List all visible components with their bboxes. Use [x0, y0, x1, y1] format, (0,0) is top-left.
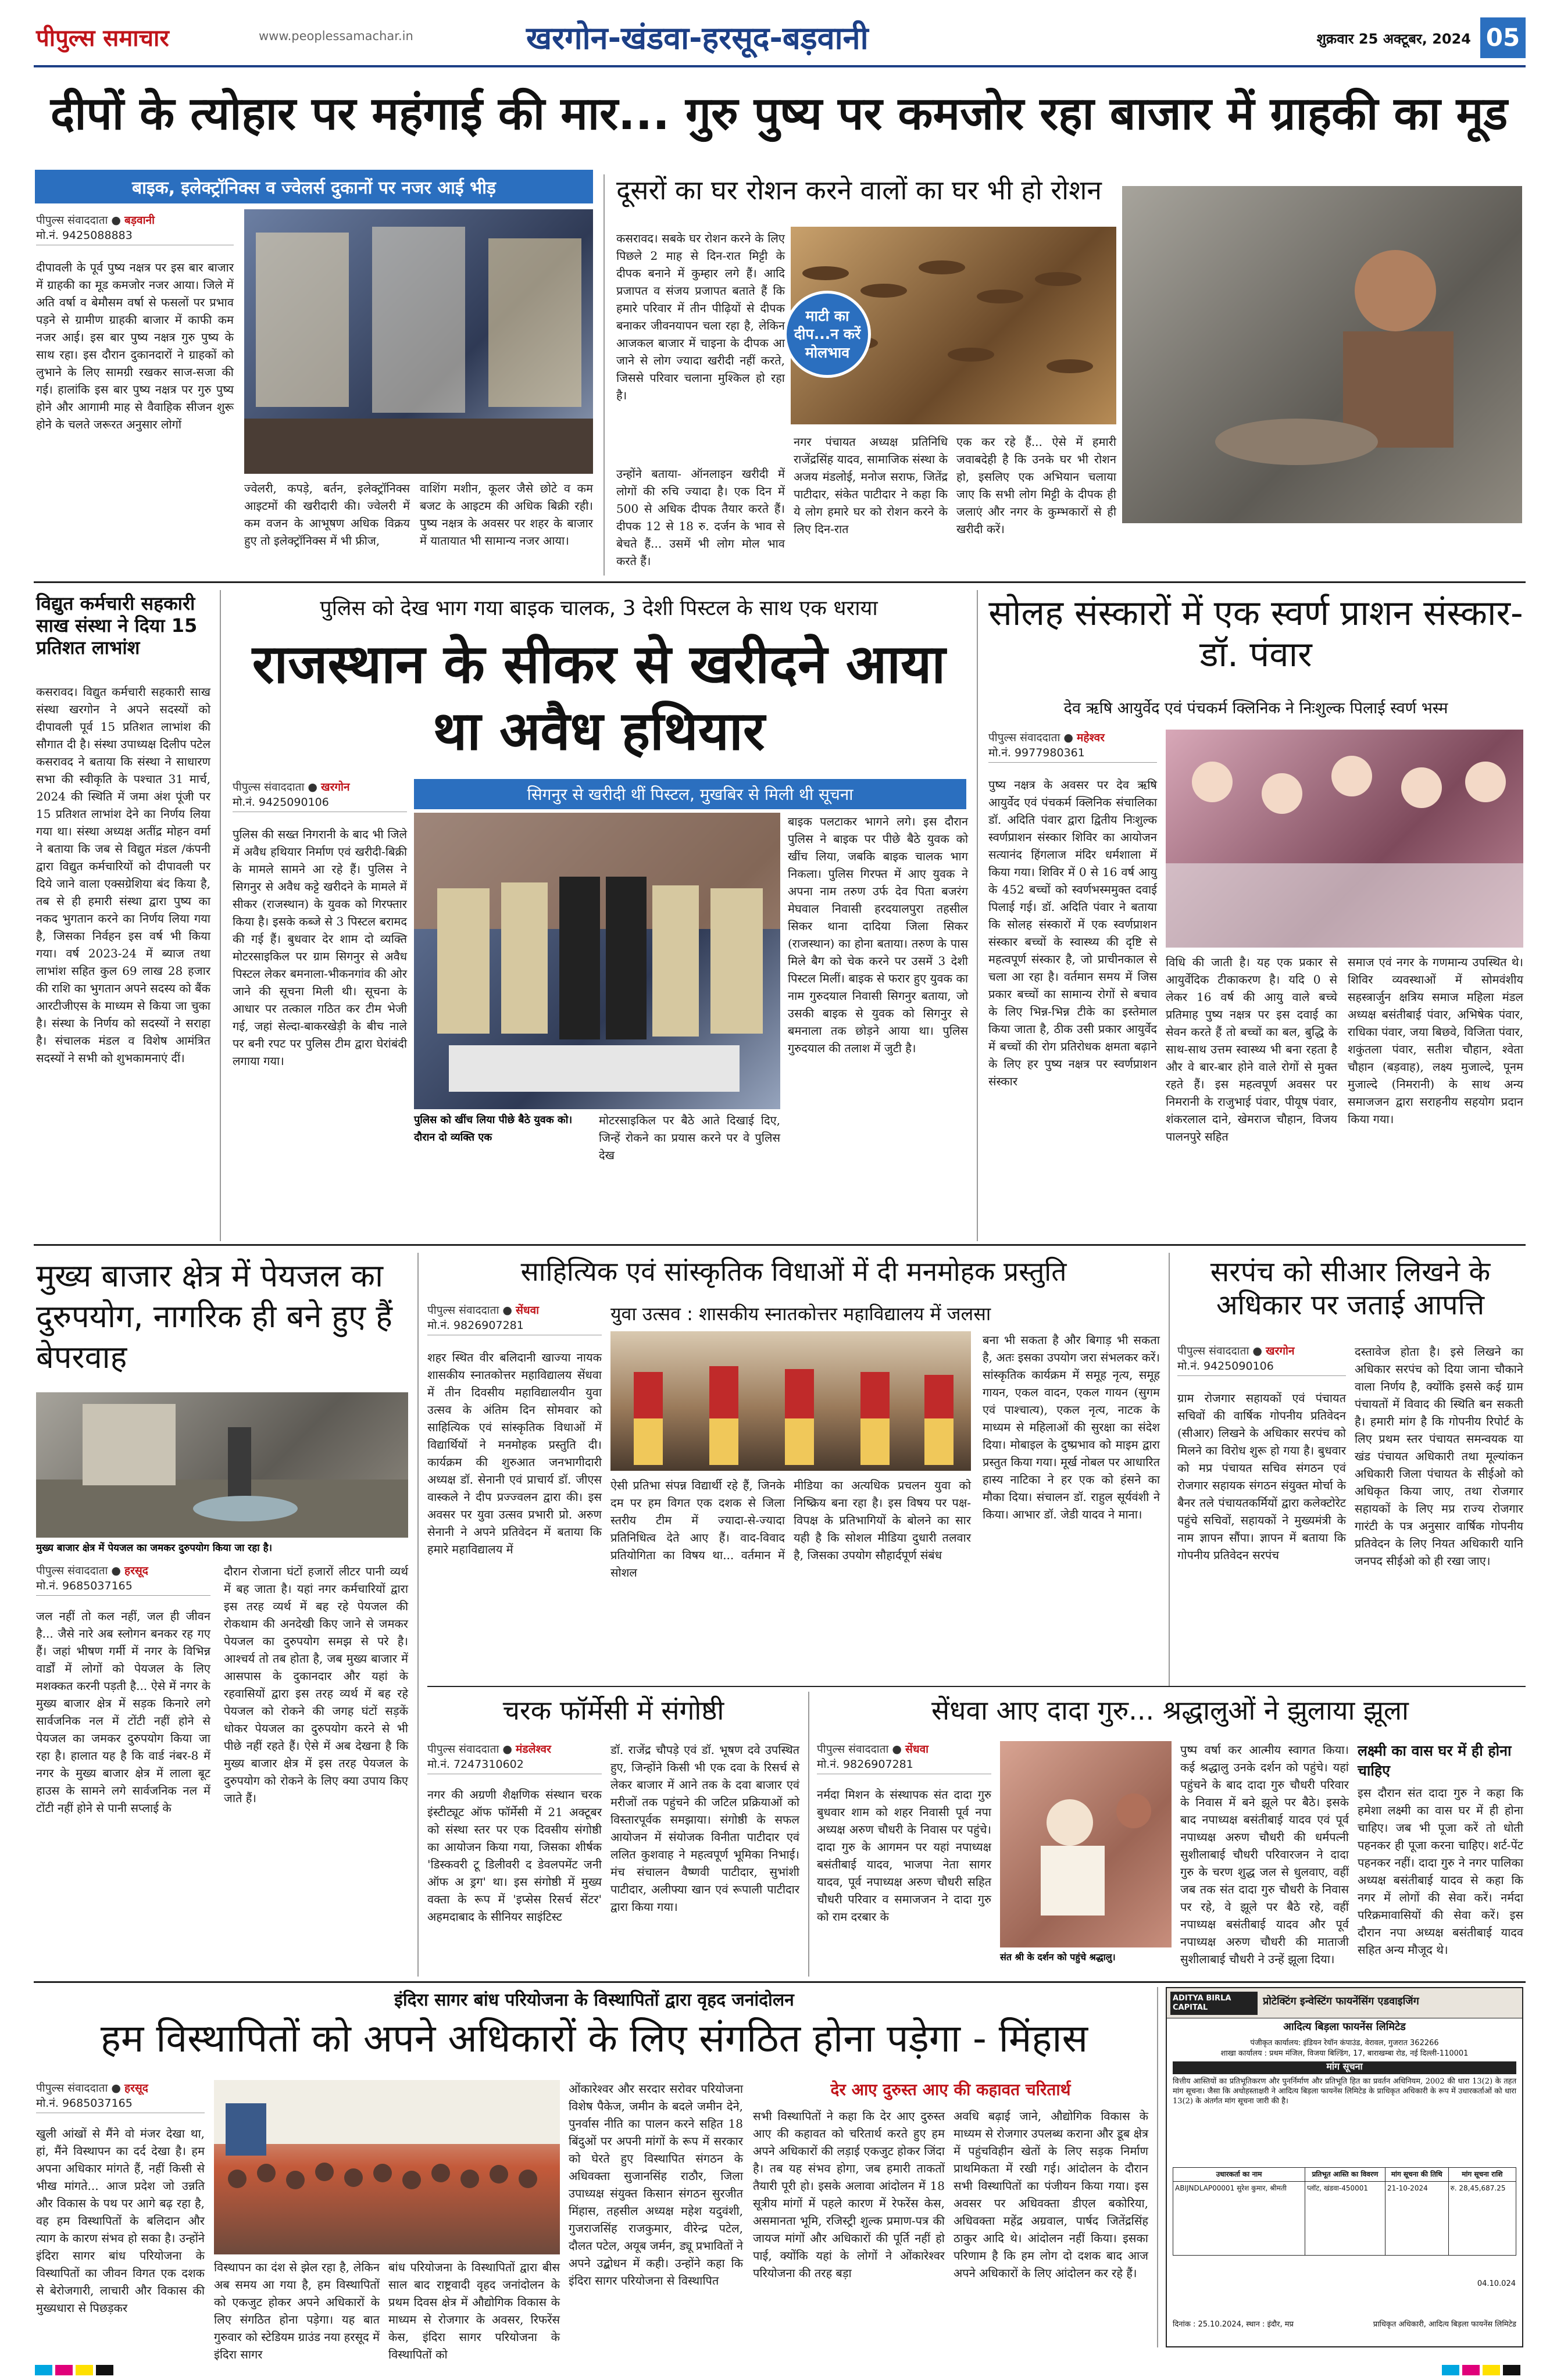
water-headline: मुख्य बाजार क्षेत्र में पेयजल का दुरुपयोग, नागरिक ही बने हुए हैं बेपरवाह [36, 1257, 392, 1376]
notice-body: वित्तीय आस्तियों का प्रतिभूतिकरण और पुनर्निर्माण और प्रतिभूति हित का प्रवर्तन अधिनियम, 2002 की धारा 13(2) के तहत मांग सूचना। जैसा कि अधोहस्ताक्षरी ने आदित्य बिड़ला फायनेंस लिमिटेड के प्राधिकृत अधिकारी के रूप में उधारकर्ताओं को धारा 13(2) के अंतर्गत मांग सूचना जारी की है। [1173, 2077, 1516, 2106]
section-rule-1 [34, 581, 1526, 583]
reg-mark-magenta [55, 2365, 73, 2375]
crime-mobile: मो.नं. 9425090106 [233, 794, 407, 812]
water-col-1: जल नहीं तो कल नहीं, जल ही जीवन है... जैसे नारे अब स्लोगन बनकर रह गए हैं। जहां भीषण गर्मी में नगर के विभिन्न वार्डों में लोगों को पेयजल के लिए मशक्कत करनी पड़ती है... ऐसे में नगर के मुख्य बाजार क्षेत्र में सड़क किनारे लगे सार्वजनिक नल में टोंटी नहीं होने से पेयजल का जमकर दुरुपयोग किया जा रहा है। हालात यह है कि वार्ड नंबर-8 में नगर के मुख्य बाजार क्षेत्र में लाला बूट हाउस के सामने लगे सार्वजनिक नल में टोंटी नहीं होने से पानी सप्लाई के [36, 1609, 210, 1815]
coop-body: कसरावद। विद्युत कर्मचारी सहकारी साख संस्था खरगोन ने अपने सदस्यों को दीपावली पूर्व 15 प्रतिशत लाभांश की सौगात दी है। संस्था उपाध्यक्ष दिलीप पटेल कसरावद ने बताया कि संस्था ने साधारण सभा की स्वीकृति के पश्चात 31 मार्च, 2024 की स्थिति में जमा अंश पूंजी पर 15 प्रतिशत लाभांश देने का निर्णय लिया गया था। संस्था अध्यक्ष अतींद्र मोहन वर्मा ने बताया कि जब से विद्युत मंडल /कंपनी द्वारा विद्युत कर्मचारियों को दीपावली पर दिये जाने वाला एक्सग्रेशिया बंद किया है, तब से ही हमारी संस्था द्वारा पुष्य का नकद भुगतान करने का निर्णय लिया गया है, जिसका निर्वहन इस वर्ष भी किया गया। वर्ष 2023-24 में ब्याज तथा लाभांश सहित कुल 69 लाख 28 हजार की राशि का भुगतान अपने सदस्य को बैंक आरटीजीएस के माध्यम से किया जा चुका है। संस्था के निर्णय को सदस्यों ने सराहा है। संचालक मंडल व विशेष आमंत्रित सदस्यों ने सभी को शुभकामनाएं दीं। [36, 685, 210, 1065]
notice-td-2: प्लॉट, खंडवा-450001 [1305, 2182, 1385, 2256]
protest-kicker: इंदिरा सागर बांध परियोजना के विस्थापितों द्वारा वृहद जनांदोलन [394, 1990, 794, 2010]
crime-photo-police [414, 813, 780, 1109]
masthead-rule [34, 65, 1526, 67]
diya-col-4: एक कर रहे हैं... ऐसे में हमारी जवाबदेही है कि उनके घर भी रोशन हो, इसलिए एक अभियान चलाया जाए कि सभी लोग मिट्टी के दीपक ही जलाएं और नगर के कुम्भकारों से ही खरीदी करें। [956, 435, 1116, 536]
notice-th-1: उधारकर्ता का नाम [1173, 2168, 1305, 2182]
notice-title: प्रोटेक्टिंग इन्वेस्टिंग फायनेंसिंग एडवाइजिंग [1263, 1995, 1419, 2007]
lead-mobile: मो.नं. 9425088883 [36, 227, 234, 245]
culture-byline: पीपुल्स संवाददाता ● सेंधवा [427, 1304, 540, 1317]
lead-col-1: दीपावली के पूर्व पुष्य नक्षत्र पर इस बार बाजार में ग्राहकी का मूड कमजोर नजर आया। जिले में अति वर्षा व बेमौसम वर्षा से फसलों पर प्रभाव पड़ने से ग्रामीण ग्राहकी बाजार में काफी कम नजर आई। इस बार पुष्य नक्षत्र गुरु पुष्य के साथ रहा। इस दौरान दुकानदारों ने ग्राहकों को लुभाने के लिए सामग्री रखकर साज-सजा की गई। हालांकि इस बार पुष्य नक्षत्र पर गुरु पुष्य होने और आगामी माह से वैवाहिक सीजन शुरू होने के चलते जरूरत अनुसार लोगों [36, 260, 234, 431]
sarpanch-byline: पीपुल्स संवाददाता ● खरगोन [1177, 1345, 1295, 1357]
lead-byline: पीपुल्स संवाददाता ● बड़वानी [36, 214, 155, 227]
protest-col-4: ओंकारेश्वर और सरदार सरोवर परियोजना विशेष पैकेज, जमीन के बदले जमीन देने, पुनर्वास नीति का पालन करने सहित 18 बिंदुओं पर अपनी मांगों के रूप में सरकार को घेरते हुए विस्थापित संगठन के अधिवक्ता सुजानसिंह राठौर, जिला उपाध्यक्ष संयुक्त किसान संगठन सुरजीत मिंहास, तहसील अध्यक्ष महेश यदुवंशी, गुजराजसिंह राजकुमार, वीरेन्द्र पटेल, दौलत पटेल, अयूब जर्मन, ड्यू प्रभावितों ने अपने उद्बोधन में कही। उन्होंने कहा कि इंदिरा सागर परियोजना से विस्थापित [569, 2082, 743, 2288]
sarpanch-col-2: दस्तावेज होता है। इसे लिखने का अधिकार सरपंच को दिया जाना चौकाने वाला निर्णय है, क्योंकि इससे कई ग्राम पंचायतों में विवाद की स्थिति बन सकती है। हमारी मांग है कि गोपनीय रिपोर्ट के लिए प्रथम स्तर पंचायत समन्वयक या खंड पंचायत अधिकारी तथा मूल्यांकन अधिकारी जिला पंचायत के सीईओ को अधिकृत किया जाए, तथा रोजगार सहायकों के लिए मप्र राज्य रोजगार गारंटी के पत्र अनुसार वार्षिक गोपनीय प्रतिवेदन के लिए नियत अधिकारी यानि जनपद सीईओ को ही रखा जाए। [1355, 1345, 1523, 1568]
protest-col-1: खुली आंखों से मैंने वो मंजर देखा था, हां, मैंने विस्थापन का दर्द देखा है। हम अपना अधिकार मांगते हैं, नहीं किसी से भीख मांगते... आज प्रदेश जो उन्नति और विकास के पथ पर आगे बढ़ रहा है, वह हम विस्थापितों के बलिदान और त्याग के कारण संभव हो सका है। उन्होंने इंदिरा सागर बांध परियोजना के विस्थापितों का जीवन विगत एक दशक से बेरोजगारी, लाचारी और विकास की मुख्यधारा से पिछड़कर [36, 2127, 205, 2315]
diya-col-5 [1122, 529, 1522, 576]
notice-th-2: प्रतिभूत आस्ति का विवरण [1305, 2168, 1385, 2182]
culture-sub: युवा उत्सव : शासकीय स्नातकोत्तर महाविद्यालय में जलसा [610, 1303, 991, 1325]
reg-mark-yellow [76, 2365, 93, 2375]
lead-divider [603, 174, 605, 576]
guru-byline-block [817, 1741, 991, 1782]
diya-col-3: नगर पंचायत अध्यक्ष प्रतिनिधि राजेंद्रसिंह यादव, सामाजिक संस्था के अजय मंडलोई, मनोज सराफ, जितेंद्र पाटीदार, संकेत पाटीदार ने कहा कि ये लोग हमारे घर को रोशन करने के लिए दिन-रात [794, 435, 948, 536]
ayur-col-3: समाज एवं नगर के गणमान्य उपस्थित थे। शिविर व्यवस्थाओं में सोमवंशीय सहस्त्रार्जुन क्षत्रिय समाज महिला मंडल अध्यक्ष बसंतीबाई पंवार, अभिषेक पंवार, राधिका पंवार, जया बिछवे, विजिता पंवार, शकुंतला पंवार, सतीश चौहान, श्वेता चौहान (बड़वाह), लक्ष्य मुजाल्दे, पूनम मुजाल्दे (निमरानी) के साथ अन्य समाजजन द्वारा सराहनीय सहयोग प्रदान किया गया। [1348, 955, 1523, 1126]
ayur-byline: पीपुल्स संवाददाता ● महेश्वर [988, 731, 1105, 744]
protest-mobile: मो.नं. 9685037165 [36, 2095, 205, 2113]
diya-photo-potter [1122, 186, 1522, 523]
reg-mark-cyan [35, 2365, 52, 2375]
culture-col-2: ऐसी प्रतिभा संपन्न विद्यार्थी रहे हैं, जिनके दम पर हम विगत एक दशक से जिला स्तरीय टीम में ज्यादा-से-ज्यादा प्रतिनिधित्व देते आए हैं। वाद-विवाद प्रतियोगिता का विषय था... वर्तमान में सोशल [610, 1478, 785, 1579]
culture-byline-block [427, 1302, 602, 1343]
notice-company: आदित्य बिड़ला फायनेंस लिमिटेड [1283, 2021, 1406, 2033]
notice-brand-logo: ADITYA BIRLA CAPITAL [1170, 1992, 1258, 2015]
reg-mark-black-r [1503, 2365, 1520, 2375]
pharma-byline-block [427, 1741, 602, 1782]
notice-td-3: 21-10-2024 [1385, 2182, 1448, 2256]
diya-col-1: कसरावद। सबके घर रोशन करने के लिए पिछले 2 माह से दिन-रात मिट्टी के दीपक बनाने में कुम्हार लगे हैं। आदि प्रजापत व संजय प्रजापत बताते हैं कि हमारे परिवार में तीन पीढ़ियों से दीपक बनाकर जीवनयापन चला रहा है, लेकिन आजकल बाजार में चाइना के दीपक आ जाने से लोग ज्यादा खरीदी नहीं करते, जिससे परिवार चलाना मुश्किल हो रहा है। [616, 231, 785, 402]
water-col-2: दौरान रोजाना घंटों हजारों लीटर पानी व्यर्थ में बह जाता है। यहां नगर कर्मचारियों द्वारा इस तरह व्यर्थ में बह रहे पेयजल की रोकथाम की अनदेखी किए जाने से जमकर पेयजल का दुरुपयोग समझ से परे है। आश्चर्य तो तब होता है, जब मुख्य बाजार में आसपास के दुकानदार और यहां के रहवासियों द्वारा इस तरह व्यर्थ में बह रहे पेयजल को रोकने की जगह घंटों सड़कें धोकर पेयजल का दुरुपयोग करने से भी पीछे नहीं रहते हैं। ऐसे में अब देखना है कि मुख्य बाजार क्षेत्र में इस तरह पेयजल के दुरुपयोग को रोकने के लिए क्या उपाय किए जाते हैं। [224, 1564, 408, 1805]
notice-td-4: रु. 28,45,687.25 [1448, 2182, 1516, 2256]
edition-title: खरगोन-खंडवा-हरसूद-बड़वानी [526, 20, 869, 56]
ayur-headline: सोलह संस्कारों में एक स्वर्ण प्राशन संस्कार- डॉ. पंवार [988, 593, 1523, 675]
ayur-sub: देव ऋषि आयुर्वेद एवं पंचकर्म क्लिनिक ने निःशुल्क पिलाई स्वर्ण भस्म [1063, 699, 1448, 717]
notice-header [1167, 1988, 1522, 2018]
coop-headline: विद्युत कर्मचारी सहकारी साख संस्था ने दिया 15 प्रतिशत लाभांश [36, 592, 198, 659]
crime-photo-caption: पुलिस को खींच लिया पीछे बैठे युवक को। दौरान दो व्यक्ति एक [414, 1114, 573, 1143]
section-rule-4 [34, 1981, 1526, 1983]
print-marks [0, 2360, 1557, 2380]
pharma-col-2: डॉ. राजेंद्र चौपड़े एवं डॉ. भूषण दवे उपस्थित हुए, जिन्होंने किसी भी एक दवा के रिसर्च से लेकर बाजार में आने तक के दवा बाजार एवं मरीजों तक पहुंचने की जटिल प्रक्रियाओं को विस्तारपूर्वक समझाया। संगोष्ठी के सफल आयोजन में संयोजक विनीता पाटीदार एवं ललित कुशवाह ने महत्वपूर्ण भूमिका निभाई। मंच संचालन वैष्णवी पाटीदार, सुभांशी पाटीदार, अलीफ्या खान एवं रूपाली पाटीदार द्वारा किया गया। [610, 1743, 799, 1914]
sarpanch-mobile: मो.नं. 9425090106 [1177, 1358, 1346, 1376]
crime-strap: सिगनुर से खरीदी थीं पिस्टल, मुखबिर से मिली थी सूचना [414, 779, 966, 809]
water-byline-block [36, 1563, 210, 1603]
protest-photo-rally [214, 2080, 560, 2254]
protest-divider [1157, 1987, 1158, 2347]
crime-divider [977, 590, 978, 1241]
guru-headline: सेंधवा आए दादा गुरु... श्रद्धालुओं ने झुलाया झूला [931, 1695, 1409, 1726]
culture-photo-dance [610, 1331, 971, 1471]
water-mobile: मो.नं. 9685037165 [36, 1578, 210, 1596]
protest-byline-block [36, 2080, 205, 2121]
crime-col-2: मोटरसाइकिल पर बैठे आते दिखाई दिए, जिन्हें रोकने का प्रयास करने पर वे पुलिस देख [599, 1113, 780, 1162]
water-byline: पीपुल्स संवाददाता ● हरसूद [36, 1564, 148, 1577]
culture-headline: साहित्यिक एवं सांस्कृतिक विधाओं में दी मनमोहक प्रस्तुति [520, 1256, 1067, 1287]
coop-divider [220, 590, 221, 1241]
crime-byline-block [233, 779, 407, 820]
reg-mark-yellow-r [1483, 2365, 1500, 2375]
section-rule-3 [427, 1686, 1526, 1687]
pharma-col-1: नगर की अग्रणी शैक्षणिक संस्थान चरक इंस्टीट्यूट ऑफ फॉर्मेसी में 21 अक्टूबर को संस्था स्तर पर एक दिवसीय संगोष्ठी का आयोजन किया गया, जिसका शीर्षक 'डिस्कवरी टू डिलीवरी द डेवलपमेंट जनी ऑफ अ ड्रग' था। इस संगोष्ठी में मुख्य वक्ता के रूप में 'इप्सेस रिसर्च सेंटर' अहमदाबाद के सीनियर साइंटिस्ट [427, 1788, 602, 1924]
culture-col-1: शहर स्थित वीर बलिदानी खाज्या नायक शासकीय स्नातकोत्तर महाविद्यालय सेंधवा में तीन दिवसीय महाविद्यालयीन युवा उत्सव के अंतिम दिन सोमवार को साहित्यिक एवं सांस्कृतिक विधाओं में विद्यार्थियों ने मनमोहक प्रस्तुति दी। कार्यक्रम की शुरुआत जनभागीदारी अध्यक्ष डॉ. सेनानी एवं प्राचार्य डॉ. जीएस वास्कले ने दीप प्रज्ज्वलन द्वारा की। इस अवसर पर युवा उत्सव प्रभारी प्रो. अरुण सेनानी ने अपने प्रतिवेदन में बताया कि हमारे महाविद्यालय में [427, 1350, 602, 1556]
notice-th-4: मांग सूचना राशि [1448, 2168, 1516, 2182]
protest-byline: पीपुल्स संवाददाता ● हरसूद [36, 2082, 148, 2095]
notice-sign: प्राधिकृत अधिकारी, आदित्य बिड़ला फायनेंस लिमिटेड [1373, 2320, 1516, 2329]
notice-table-header [1173, 2168, 1516, 2182]
sarpanch-col-1: ग्राम रोजगार सहायकों एवं पंचायत सचिवों की वार्षिक गोपनीय प्रतिवेदन (सीआर) लिखने के अधिकार सरपंच को मिलने का विरोध शुरू हो गया है। बुधवार को मप्र पंचायत सचिव संगठन एवं रोजगार सहायक संगठन संयुक्त मोर्चा के बैनर तले पंचायतकर्मियों द्वारा कलेक्टोरेट पहुंचे सचिवों, सहायकों ने मुख्यमंत्री के नाम ज्ञापन सौंपा। ज्ञापन में बताया कि गोपनीय प्रतिवेदन सरपंच [1177, 1391, 1346, 1562]
guru-col-1: नर्मदा मिशन के संस्थापक संत दादा गुरु बुधवार शाम को शहर निवासी पूर्व नपा अध्यक्ष अरुण चौधरी के निवास पर पहुंचे। दादा गुरु के आगमन पर यहां नपाध्यक्ष बसंतीबाई यादव, भाजपा नेता सागर यादव, पूर्व नपाध्यक्ष अरुण चौधरी सहित चौधरी परिवार व समाजजन ने दादा गुरु को राम दरबार के [817, 1788, 991, 1924]
issue-date: शुक्रवार 25 अक्टूबर, 2024 [1316, 31, 1471, 47]
culture-mobile: मो.नं. 9826907281 [427, 1317, 602, 1335]
legal-notice [1166, 1987, 1523, 2347]
pharma-mobile: मो.नं. 7247310602 [427, 1756, 602, 1774]
section-rule-2 [34, 1244, 1526, 1246]
guru-mobile: मो.नं. 9826907281 [817, 1756, 991, 1774]
crime-col-1: पुलिस की सख्त निगरानी के बाद भी जिले में अवैध हथियार निर्माण एवं खरीदी-बिक्री के मामले सामने आ रहे हैं। पुलिस ने सिगनुर से अवैध कट्टे खरीदने के मामले में सीकर (राजस्थान) के युवक को गिरफ्तार किया है। इसके कब्जे से 3 पिस्टल बरामद की गई हैं। बुधवार देर शाम दो व्यक्ति मोटरसाइकिल पर ग्राम सिगनुर से अवैध पिस्टल लेकर बमनाला-भीकनगांव की ओर जाने की सूचना मिली थी। सूचना के आधार पर तत्काल गठित कर टीम भेजी गई, जहां सेल्दा-बाकरखेड़ी के बीच नाले पर बनी रपट पर पुलिस टीम द्वारा घेरांबंदी लगाया गया। [233, 827, 407, 1068]
diya-col-2: उन्होंने बताया- ऑनलाइन खरीदी में लोगों की रुचि ज्यादा है। एक दिन में 500 से अधिक दीपक तैयार करते हैं। दीपक 12 से 18 रु. दर्जन के भाव से बेचते हैं... उसमें भी लोग मोल भाव करते हैं। [616, 467, 785, 568]
guru-photo-caption: संत श्री के दर्शन को पहुंचे श्रद्धालु। [1000, 1952, 1116, 1963]
notice-address: पंजीकृत कार्यालय: इंडियन रेयॉन कंपाउंड, वेरावल, गुजरात 362266 [1250, 2039, 1439, 2047]
diya-badge: माटी का दीप...न करें मोलभाव [784, 291, 871, 378]
sarpanch-headline: सरपंच को सीआर लिखने के अधिकार पर जताई आपत्ति [1210, 1256, 1491, 1321]
water-photo-tap [36, 1392, 408, 1538]
diya-headline: दूसरों का घर रोशन करने वालों का घर भी हो रोशन [616, 174, 1102, 206]
water-divider [417, 1253, 419, 1977]
protest-headline: हम विस्थापितों को अपने अधिकारों के लिए संगठित होना पड़ेगा - मिंहास [100, 2016, 1088, 2061]
pharma-headline: चरक फॉर्मेसी में संगोष्ठी [502, 1695, 724, 1726]
reg-mark-black [96, 2365, 113, 2375]
table-row [1173, 2182, 1516, 2256]
ayur-mobile: मो.नं. 9977980361 [988, 745, 1157, 763]
notice-section: मांग सूचना [1173, 2061, 1516, 2074]
notice-date2: 04.10.024 [1477, 2279, 1516, 2288]
ayur-photo-camp [1166, 730, 1523, 948]
brand-logo: पीपुल्स समाचार [36, 25, 169, 52]
water-photo-caption: मुख्य बाजार क्षेत्र में पेयजल का जमकर दुरुपयोग किया जा रहा है। [36, 1542, 273, 1554]
guru-byline: पीपुल्स संवाददाता ● सेंधवा [817, 1743, 929, 1756]
crime-col-3: बाइक पलटाकर भागने लगे। इस दौरान पुलिस ने बाइक पर पीछे बैठे युवक को खींच लिया, जबकि बाइक चालक भाग निकला। पुलिस गिरफ्त में आए युवक ने अपना नाम तरुण उर्फ देव पिता बजरंग मेघवाल निवासी हरदयालपुरा तहसील सिकर थाना दादिया जिला सिकर (राजस्थान) का होना बताया। तरुण के पास मिले बैग को चेक करने पर उसमें 3 देशी पिस्टल मिलीं। बाइक से फरार हुए युवक का नाम गुरुदयाल निवासी सिगनुर बताया, जो उसकी बाइक से युवक को सिगनुर से बमनाला तक छोड़ने आया था। पुलिस गुरुदयाल की तलाश में जुटी है। [788, 814, 968, 1055]
sarpanch-byline-block [1177, 1343, 1346, 1384]
crime-headline: राजस्थान के सीकर से खरीदने आया था अवैध हथियार [252, 633, 946, 762]
protest-side-head: देर आए दुरुस्त आए की कहावत चरितार्थ [830, 2080, 1071, 2099]
pharma-divider [808, 1692, 809, 1977]
notice-branch: शाखा कार्यालय : प्रथम मंजिल, विजया बिल्डिंग, 17, बाराखम्बा रोड, नई दिल्ली-110001 [1220, 2049, 1469, 2058]
notice-table [1173, 2167, 1516, 2256]
lead-strap: बाइक, इलेक्ट्रॉनिक्स व ज्वेलर्स दुकानों पर नजर आई भीड़ [35, 170, 593, 203]
crime-byline: पीपुल्स संवाददाता ● खरगोन [233, 781, 350, 794]
protest-col-6: अवधि बढ़ाई जाने, औद्योगिक विकास के माध्यम से रोजगार उपलब्ध कराना और डूब क्षेत्र में पहुंचविहीन खेतों के लिए सड़क निर्माण प्राथमिकता में रखी गई। आंदोलन के दौरान सभी विस्थापितों का पंजीयन किया गया। इस अवसर पर अधिवक्ता डीएल बकोरिया, अधिवक्ता महेंद्र अग्रवाल, पार्षद जितेंद्रसिंह ठाकुर आदि थे। आंदोलन नहीं किया। इसका परिणाम है कि हम लोग दो दशक बाद आज अपने अधिकारों के लिए आंदोलन कर रहे हैं। [954, 2109, 1148, 2280]
culture-col-4: बना भी सकता है और बिगाड़ भी सकता है, अतः इसका उपयोग जरा संभलकर करें। सांस्कृतिक कार्यक्रम में समूह नृत्य, समूह गायन, एकल वादन, एकल गायन (सुगम एवं पाश्चात्य), एकल नृत्य, नाटक के माध्यम से महिलाओं की सुरक्षा का संदेश दिया। मोबाइल के दुष्प्रभाव को माइम द्वारा प्रस्तुत किया गया। मूर्ख नोबल पर आधारित हास्य नाटिका ने हर एक को हंसने का मौका दिया। संचालन डॉ. राहुल सूर्यवंशी ने किया। आभार डॉ. जेडी यादव ने माना। [983, 1333, 1160, 1521]
notice-td-1: ABIJNDLAP00001 सुरेश कुमार, श्रीमती [1173, 2182, 1305, 2256]
guru-side-box [1358, 1741, 1523, 1975]
pharma-byline: पीपुल्स संवाददाता ● मंडलेश्वर [427, 1743, 551, 1756]
reg-mark-magenta-r [1462, 2365, 1480, 2375]
ayur-col-2: विधि की जाती है। यह एक प्रकार से आयुर्वेदिक टीकाकरण है। यदि 0 से लेकर 16 वर्ष की आयु वाले बच्चे प्रतिमाह पुष्य नक्षत्र पर इस दवाई का सेवन करते हैं तो बच्चों का बल, बुद्धि के साथ-साथ उत्तम स्वास्थ्य भी बना रहता है और वे बार-बार होने वाले रोगों से मुक्त रहते हैं। इस महत्वपूर्ण अवसर पर निमरानी के राजुभाई पंवार, पीयूष पंवार, शंकरलाल दाने, खेमराज चौहान, विजय पालनपुरे सहित [1166, 955, 1337, 1143]
guru-photo-swing [1000, 1741, 1172, 1947]
lead-col-3: वाशिंग मशीन, कूलर जैसे छोटे व कम बजट के आइटम की अधिक बिक्री रही। पुष्य नक्षत्र के अवसर पर शहर के बाजार में यातायात भी सामान्य नजर आया। [420, 481, 593, 548]
culture-col-3: मीडिया का अत्यधिक प्रचलन युवा को निष्क्रिय बना रहा है। इस विषय पर पक्ष-विपक्ष के प्रतिभागियों के बोलने का सार यही है कि सोशल मीडिया दुधारी तलवार है, जिसका उपयोग सौहार्दपूर्ण संबंध [794, 1478, 971, 1562]
protest-col-2: विस्थापन का दंश से झेल रहा है, लेकिन अब समय आ गया है, हम विस्थापितों को एकजुट होकर अपने अधिकारों के लिए संगठित होना पड़ेगा। यह बात गुरुवार को स्टेडियम ग्राउंड नया हरसूद में इंदिरा सागर [214, 2260, 380, 2361]
masthead [0, 0, 1557, 69]
protest-col-3: बांध परियोजना के विस्थापितों द्वारा बीस साल बाद राष्ट्रवादी वृहद जनांदोलन के प्रथम दिवस क्षेत्र में औद्योगिक विकास के माध्यम से रोजगार के अवसर, रिफरेंस केस, इंदिरा सागर परियोजना के विस्थापितों को [388, 2260, 560, 2361]
notice-footer: दिनांक : 25.10.2024, स्थान : इंदौर, मप्र [1173, 2320, 1294, 2329]
ayur-col-1: पुष्य नक्षत्र के अवसर पर देव ऋषि आयुर्वेद एवं पंचकर्म क्लिनिक संचालिका डॉ. अदिति पंवार द्वारा द्वितीय निःशुल्क स्वर्णप्राशन संस्कार शिविर का आयोजन सत्यानंद हिंगलाज मंदिर धर्मशाला में किया गया। शिविर में 0 से 16 वर्ष आयु के 452 बच्चों को स्वर्णभस्ममुक्त दवाई पिलाई गई। डॉ. अदिति पंवार ने बताया कि सोलह संस्कारों में एक स्वर्णप्राशन संस्कार बच्चों के स्वास्थ्य की दृष्टि से महत्वपूर्ण संस्कार है, जो प्राचीनकाल से चला आ रहा है। वर्तमान समय में जिस प्रकार बच्चों का सामान्य रोगों से बचाव के लिए भिन्न-भिन्न टीके का इस्तेमाल किया जाता है, ठीक उसी प्रकार आयुर्वेद में बच्चों की रोग प्रतिरोधक क्षमता बढ़ाने के लिए हर पुष्य नक्षत्र पर स्वर्णप्राशन संस्कार [988, 778, 1157, 1088]
crime-kicker: पुलिस को देख भाग गया बाइक चालक, 3 देशी पिस्टल के साथ एक धराया [320, 596, 878, 620]
guru-col-2: पुष्प वर्षा कर आत्मीय स्वागत किया। कई श्रद्धालु उनके दर्शन को पहुंचे। यहां पहुंचने के बाद दादा गुरु चौधरी परिवार के निवास में बने झूले पर बैठे। इसके बाद नपाध्यक्ष बसंतीबाई यादव एवं पूर्व नपाध्यक्ष अरुण चौधरी की धर्मपत्नी सुशीलाबाई चौधरी परिवारजन ने दादा गुरु के चरण शुद्ध जल से धुलवाए, वहीं जब तक संत दादा गुरु चौधरी के निवास पर रहे, वे झूले पर बैठे रहे, वहीं नपाध्यक्ष बसंतीबाई यादव और पूर्व नपाध्यक्ष अरुण चौधरी की माताजी सुशीलाबाई चौधरी ने उन्हें झूला दिया। [1180, 1743, 1349, 1966]
ayur-byline-block [988, 730, 1157, 770]
page-number: 05 [1480, 17, 1526, 58]
culture-divider [1169, 1253, 1170, 1686]
reg-mark-cyan-r [1442, 2365, 1459, 2375]
protest-col-5: सभी विस्थापितों ने कहा कि देर आए दुरुस्त आए की कहावत को चरितार्थ करते हुए हम अपने अधिकारों की लड़ाई एकजुट होकर जिंदा है। तब यह संभव होगा, जब हमारी ताकतों तैयारी पूरी हो। इसके अलावा आंदोलन में 18 सूत्रीय मांगों में पहले कारण में रेफरेंस केस, असमानता भूमि, रजिस्ट्री शुल्क प्रमाण-पत्र की जायज मांगों और अधिकारों की पूर्ति नहीं हो पाई, क्योंकि यहां के लोगों ने ओंकारेश्वर परियोजना की तरह बड़ा [753, 2109, 945, 2280]
lead-headline: दीपों के त्योहार पर महंगाई की मार... गुरु पुष्य पर कमजोर रहा बाजार में ग्राहकी का मूड [50, 88, 1508, 140]
lead-byline-block [36, 212, 234, 253]
lead-photo-shop [244, 209, 593, 474]
notice-th-3: मांग सूचना की तिथि [1385, 2168, 1448, 2182]
lead-col-2: ज्वेलरी, कपड़े, बर्तन, इलेक्ट्रॉनिक्स आइटमों की खरीदारी की। ज्वेलरी में कम वजन के आभूषण अधिक विक्रय हुए तो इलेक्ट्रॉनिक्स में भी फ्रीज, [244, 481, 410, 548]
site-url[interactable]: www.peoplessamachar.in [259, 29, 413, 43]
guru-side-head: लक्ष्मी का वास घर में ही होना चाहिए [1358, 1742, 1512, 1779]
guru-side-body: इस दौरान संत दादा गुरु ने कहा कि हमेशा लक्ष्मी का वास घर में ही होना चाहिए। जब भी पूजा करें तो धोती पहनकर ही पूजा करना चाहिए। शर्ट-पेंट पहनकर नहीं। दादा गुरु ने नगर पालिका अध्यक्ष बसंतीबाई यादव से कहा कि नगर में लोगों की सेवा करें। नर्मदा परिक्रमावासियों की सेवा करें। इस दौरान नपा अध्यक्ष बसंतीबाई यादव सहित अन्य मौजूद थे। [1358, 1786, 1523, 1957]
